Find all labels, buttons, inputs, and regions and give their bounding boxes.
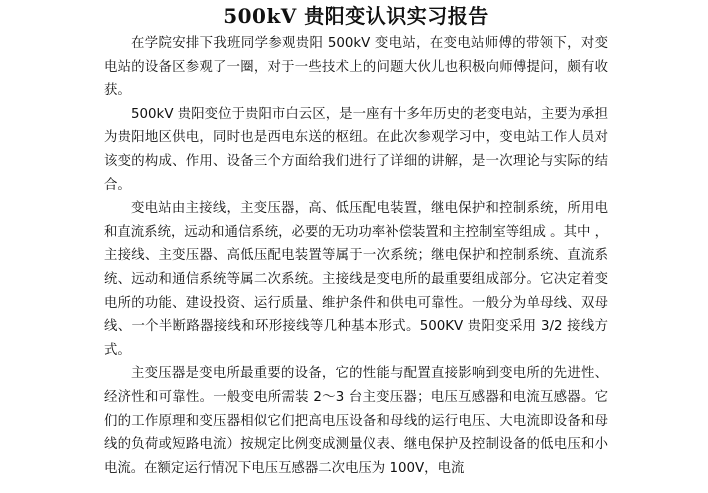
paragraph-composition: 变电站由主接线，主变压器，高、低压配电装置，继电保护和控制系统，所用电和直流系统，远动和通信系统，必要的无功功率补偿装置和主控制室等组成 。其中 ，主接线、主变压器、高低压配电装置等属于一次系统；继电保护和控制系统、直流系统、远动和通信系统等属二次系统。主接线是变电所的最重要组成部分。它决定着变电所的功能、建设投资、运行质量、维护条件和供电可靠性。一般分为单母线、双母线、一个半断路器接线和环形接线等几种基本形式。500KV 贵阳变采用 3/2 接线方式。 xyxy=(104,201,608,358)
document-page xyxy=(104,0,608,480)
paragraph-transformer: 主变压器是变电所最重要的设备，它的性能与配置直接影响到变电所的先进性、经济性和可靠性。一般变电所需装 2～3 台主变压器；电压互感器和电流互感器。它们的工作原理和变压器相似它们把高电压设备和母线的运行电压、大电流即设备和母线的负荷或短路电流）按规定比例变成测量仪表、继电保护及控制设备的低电压和小电流。在额定运行情况下电压互感器二次电压为 100V，电流 xyxy=(104,366,608,476)
document-title: 500kV 贵阳变认识实习报告 xyxy=(223,4,489,28)
paragraph-intro: 在学院安排下我班同学参观贵阳 500kV 变电站，在变电站师傅的带领下，对变电站的设备区参观了一圈，对于一些技术上的问题大伙儿也积极向师傅提问，颇有收获。 xyxy=(104,36,608,99)
paragraph-location: 500kV 贵阳变位于贵阳市白云区，是一座有十多年历史的老变电站，主要为承担为贵阳地区供电，同时也是西电东送的枢纽。在此次参观学习中，变电站工作人员对该变的构成、作用、设备三个方面给我们进行了详细的讲解，是一次理论与实际的结合。 xyxy=(104,106,608,193)
